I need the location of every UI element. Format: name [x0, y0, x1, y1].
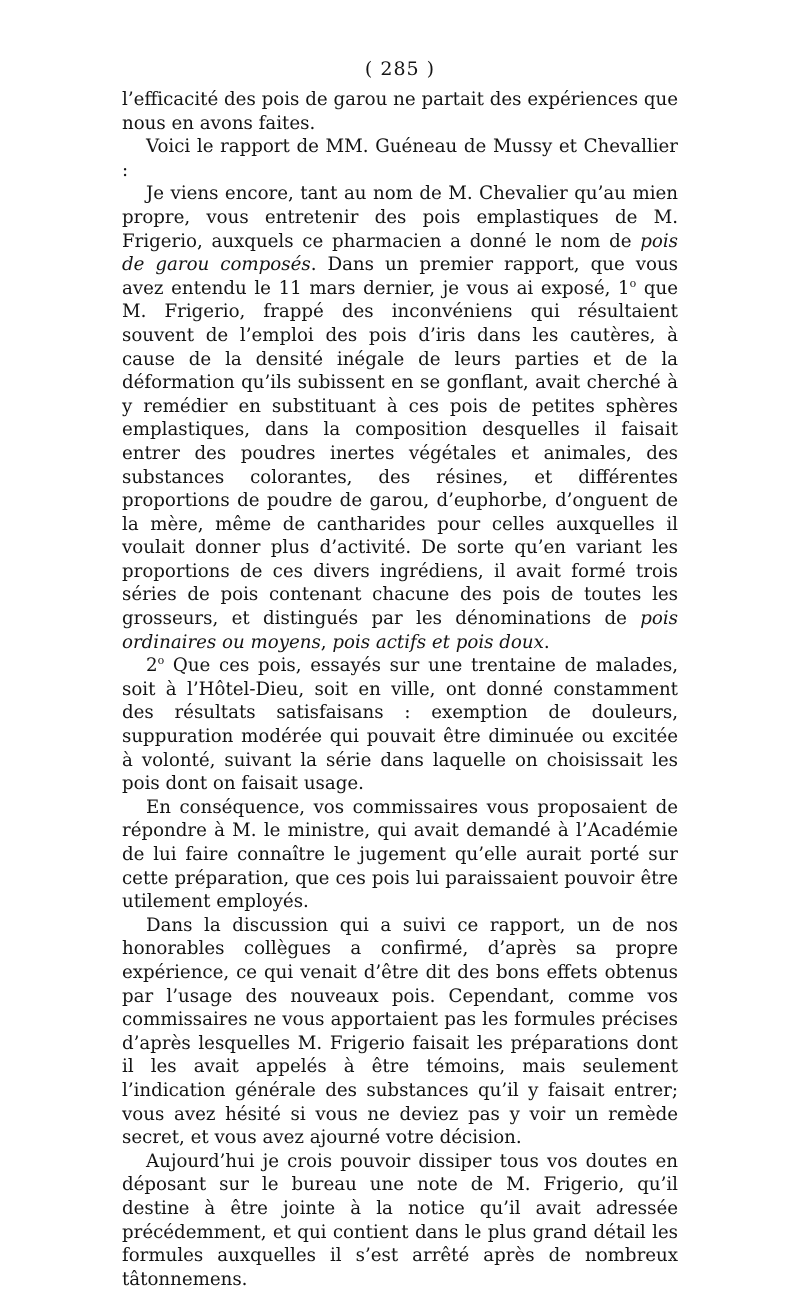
paragraph	[122, 88, 678, 135]
text-run: Voici le rapport de MM. Guéneau de Mussy et Chevallier :	[122, 136, 678, 181]
text-run: Je viens encore, tant au nom de M. Chevalier qu’au mien propre, vous entretenir des pois emplastiques de M. Frigerio, auxquels ce pharmacien a donné le nom de	[122, 183, 678, 252]
paragraph	[122, 182, 678, 654]
paragraph	[122, 796, 678, 914]
text-run: ,	[320, 631, 333, 653]
text-run: . Dans un premier rapport, que vous avez entendu le 11 mars dernier, je vous ai exposé, 1	[122, 254, 679, 299]
body-text	[122, 88, 678, 1291]
text-run: .	[543, 631, 550, 653]
page-number: ( 285 )	[364, 58, 436, 80]
paragraph	[122, 1150, 678, 1291]
superscript: o	[157, 654, 165, 668]
text-run: Que ces pois, essayés sur une trentaine de malades, soit à l’Hôtel-Dieu, soit en ville, ont donné constamment des résultats satisfaisans : exemption de douleurs, suppuration modérée qui pouvait être diminuée ou excitée à volonté, suivant la série dans laquelle on choisissait les pois dont on faisait usage.	[122, 655, 678, 795]
text-run: En conséquence, vos commissaires vous proposaient de répondre à M. le ministre, qui avait demandé à l’Académie de lui faire connaître le jugement qu’elle aurait porté sur cette préparation, que ces pois lui paraissaient pouvoir être utilement employés.	[122, 796, 678, 913]
text-run: que M. Frigerio, frappé des inconvéniens qui résultaient souvent de l’emploi des pois d’iris dans les cautères, à cause de la densité inégale de leurs parties et de la déformation qu’ils subissent en se gonflant, avait cherché à y remédier en substituant à ces pois de petites sphères emplastiques, dans la composition desquelles il faisait entrer des poudres inertes végétales et animales, des substances colorantes, des résines, et différentes proportions de poudre de garou, d’euphorbe, d’onguent de la mère, même de cantharides pour celles auxquelles il voulait donner plus d’activité. De sorte qu’en variant les proportions de ces divers ingrédiens, il avait formé trois séries de pois contenant chacune des pois de toutes les grosseurs, et distingués par les dénominations de	[122, 277, 678, 630]
text-run: Dans la discussion qui a suivi ce rapport, un de nos honorables collègues a confirmé, d’après sa propre expérience, ce qui venait d’être dit des bons effets obtenus par l’usage des nouveaux pois. Cependant, comme vos commissaires ne vous apportaient pas les formules précises d’après lesquelles M. Frigerio faisait les préparations dont il les avait appelés à être témoins, mais seulement l’indication générale des substances qu’il y faisait entrer; vous avez hésité si vous ne deviez pas y voir un remède secret, et vous avez ajourné votre décision.	[122, 914, 678, 1149]
italic-run: pois actifs et pois doux	[332, 631, 544, 653]
paragraph	[122, 914, 678, 1150]
text-run: Aujourd’hui je crois pouvoir dissiper tous vos doutes en déposant sur le bureau une note de M. Frigerio, qu’il destine à être jointe à la notice qu’il avait adressée précédemment, et qui contient dans le plus grand détail les formules auxquelles il s’est arrêté après de nombreux tâtonnemens.	[122, 1150, 678, 1290]
paragraph	[122, 654, 678, 796]
superscript: o	[629, 276, 637, 290]
italic-run: pois ordinaires ou moyens	[122, 608, 678, 653]
italic-run: pois de garou composés	[122, 230, 678, 276]
text-run: 2	[146, 655, 158, 677]
text-run: l’efficacité des pois de garou ne partait des expériences que nous en avons faites.	[122, 89, 678, 134]
paragraph	[122, 135, 678, 182]
